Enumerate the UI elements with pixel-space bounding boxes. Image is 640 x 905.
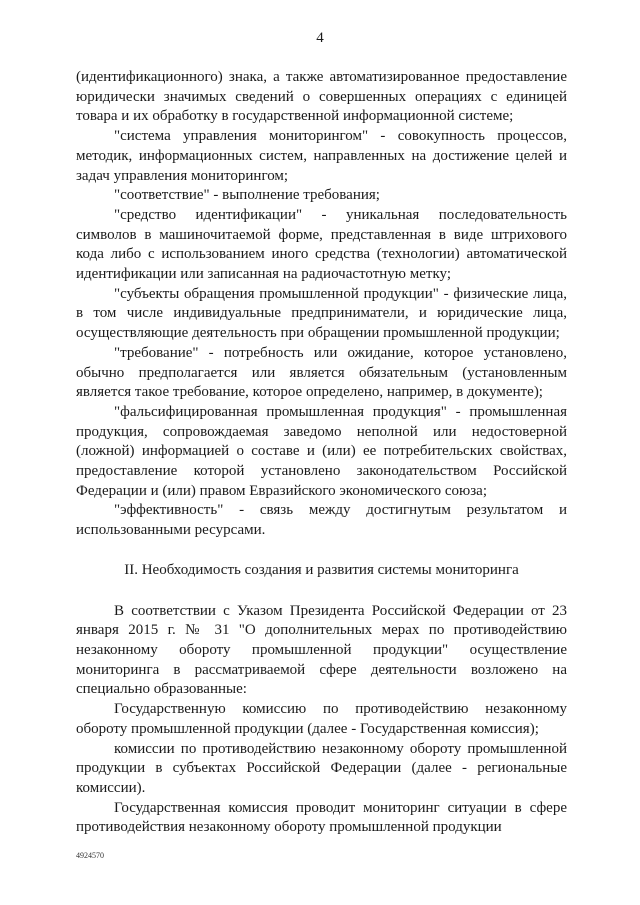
definition-circulation-subjects: "субъекты обращения промышленной продукции" - физические лица, в том числе индивидуальные предприниматели, и юридические лица, осуществляющие деятельность при обращении промышленной продукции;: [76, 285, 567, 342]
definition-requirement: "требование" - потребность или ожидание, которое установлено, обычно предполагается или является обязательным (установленным является такое требование, которое определено, например, в документе);: [76, 344, 567, 401]
definition-efficiency: "эффективность" - связь между достигнутым результатом и использованными ресурсами.: [76, 502, 567, 539]
section-paragraph: В соответствии с Указом Президента Российской Федерации от 23 января 2015 г. № 31 "О дополнительных мерах по противодействию незаконному обороту промышленной продукции" осуществление мониторинга в рассматриваемой сфере деятельности возложено на специально образованные:: [76, 602, 567, 698]
document-body: [76, 68, 567, 838]
section-paragraph: Государственная комиссия проводит мониторинг ситуации в сфере противодействия незаконному обороту промышленной продукции: [76, 799, 567, 836]
definition-identification-means: "средство идентификации" - уникальная последовательность символов в машиночитаемой форме, представленная в виде штрихового кода либо с использованием иного средства (технологии) автоматической идентификации или записанная на радиочастотную метку;: [76, 206, 567, 283]
section-paragraph: комиссии по противодействию незаконному обороту промышленной продукции в субъектах Российской Федерации (далее - региональные комиссии).: [76, 740, 567, 796]
definition-conformity: "соответствие" - выполнение требования;: [114, 187, 380, 204]
section-heading: II. Необходимость создания и развития системы мониторинга: [124, 561, 519, 578]
definition-falsified-products: "фальсифицированная промышленная продукция" - промышленная продукция, сопровождаемая заведомо неполной или недостоверной (ложной) информацией о составе и (или) ее потребительских свойствах, предоставление которой установлено законодательством Российской Федерации и (или) правом Евразийского экономического союза;: [76, 403, 567, 499]
definition-monitoring-management-system: "система управления мониторингом" - совокупность процессов, методик, информационных систем, направленных на достижение целей и задач управления мониторингом;: [76, 128, 567, 184]
page-number: 4: [316, 30, 324, 46]
document-footer-code: 4924570: [76, 851, 104, 860]
section-paragraph: Государственную комиссию по противодействию незаконному обороту промышленной продукции (далее - Государственная комиссия);: [76, 701, 567, 737]
paragraph-continuation: (идентификационного) знака, а также автоматизированное предоставление юридически значимых сведений о совершенных операциях с единицей товара и их обработку в государственной информационной системе;: [76, 69, 567, 125]
